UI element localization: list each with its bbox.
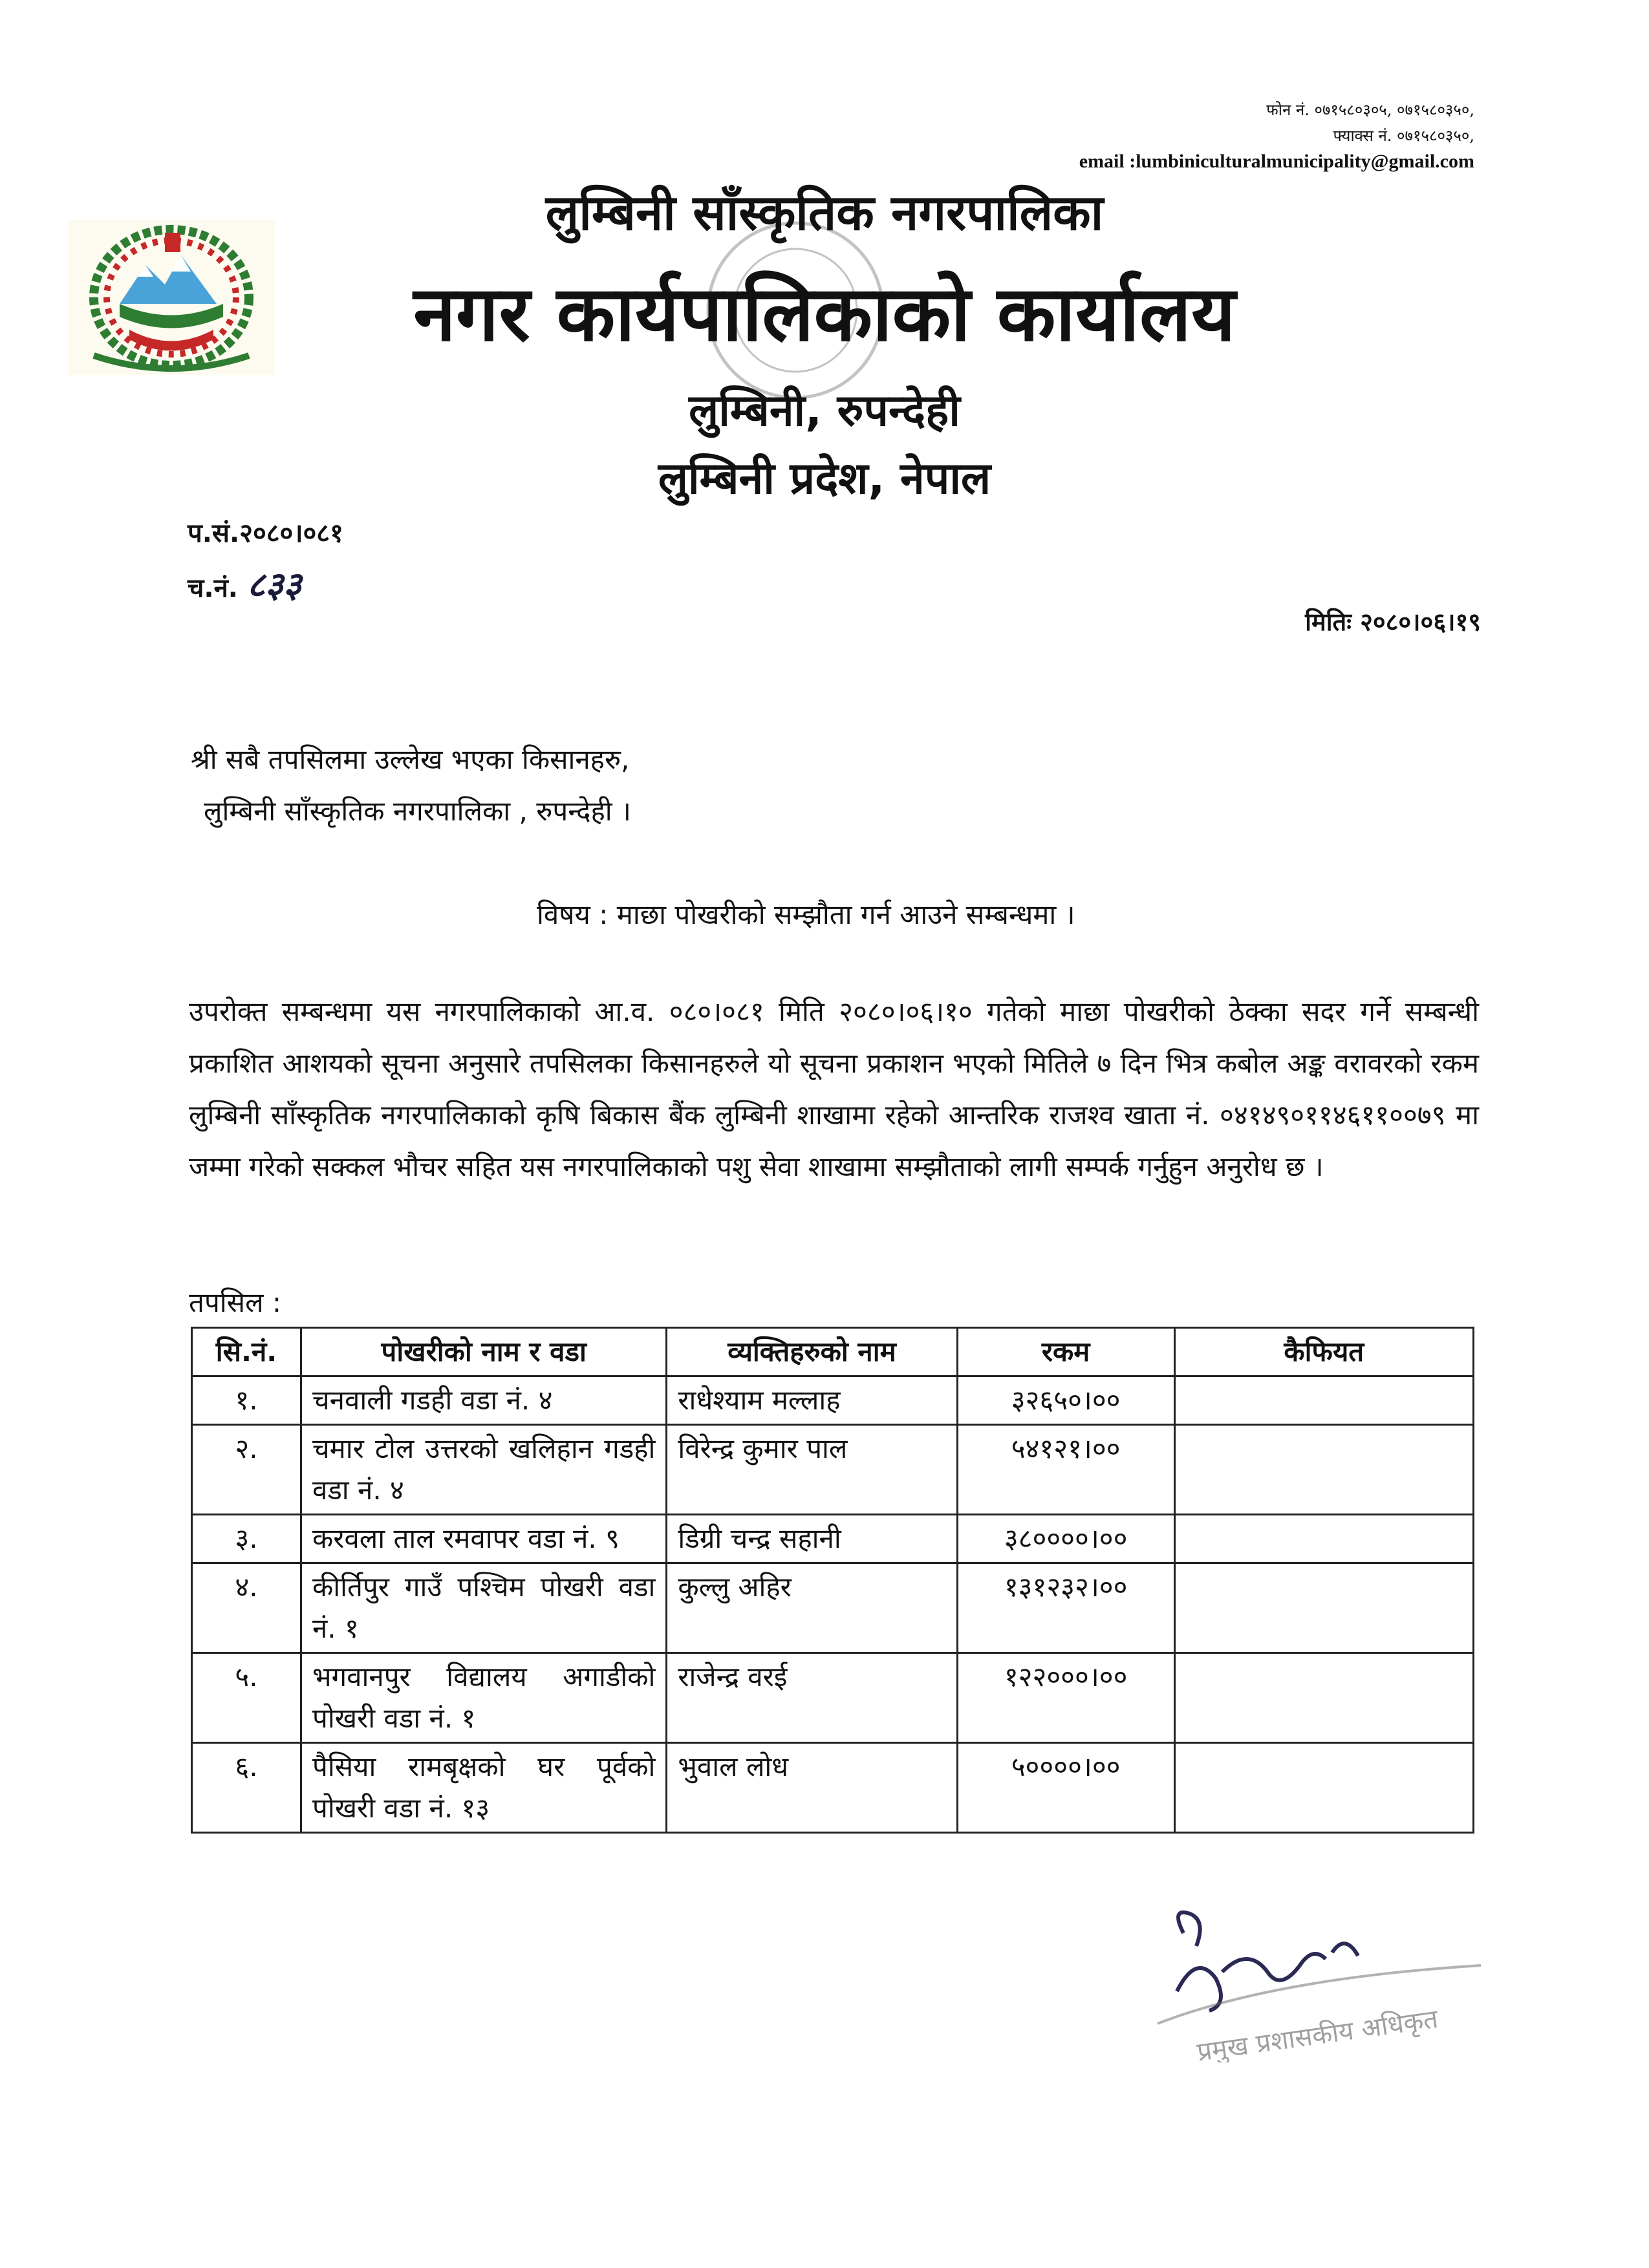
cell-name: कुल्लु अहिर [667,1563,957,1653]
table-row [192,1743,1474,1833]
table-row [192,1653,1474,1743]
cn-handwritten-number: ८३३ [246,564,302,605]
office-title: नगर कार्यपालिकाको कार्यालय [413,269,1236,358]
table-header-row [192,1328,1474,1376]
cell-pond: पैसिया रामबृक्षको घर पूर्वको पोखरी वडा नं. १३ [301,1743,666,1833]
cell-sn: २. [192,1425,301,1515]
table-row [192,1563,1474,1653]
tapasil-label: तपसिल : [189,1287,282,1318]
cell-name: राधेश्याम मल्लाह [667,1376,957,1425]
cell-amount: १२२०००।०० [957,1653,1174,1743]
cell-amount: १३१२३२।०० [957,1563,1174,1653]
cell-remarks [1174,1743,1473,1833]
header-pond: पोखरीको नाम र वडा [301,1328,666,1376]
cell-amount: ५००००।०० [957,1743,1174,1833]
cell-remarks [1174,1653,1473,1743]
email-line: email :lumbiniculturalmunicipality@gmail.com [1079,151,1474,172]
cn-label: च.नं. [188,573,238,603]
cell-amount: ५४१२१।०० [957,1425,1174,1515]
cell-sn: ६. [192,1743,301,1833]
office-location: लुम्बिनी, रुपन्देही [689,385,960,436]
handwritten-signature [1145,1894,1507,2062]
header-amount: रकम [957,1328,1174,1376]
cell-pond: चमार टोल उत्तरको खलिहान गडही वडा नं. ४ [301,1425,666,1515]
cell-name: राजेन्द्र वरई [667,1653,957,1743]
cn-line [188,559,301,607]
cell-sn: ५. [192,1653,301,1743]
cell-pond: कीर्तिपुर गाउँ पश्चिम पोखरी वडा नं. १ [301,1563,666,1653]
addressee-line-2: लुम्बिनी साँस्कृतिक नगरपालिका , रुपन्देही । [204,795,631,827]
cell-remarks [1174,1515,1473,1563]
cell-name: डिग्री चन्द्र सहानी [667,1515,957,1563]
subject-line: विषय : माछा पोखरीको सम्झौता गर्न आउने सम्बन्धमा । [537,899,1075,930]
header-name: व्यक्तिहरुको नाम [667,1328,957,1376]
province-line: लुम्बिनी प्रदेश, नेपाल [658,453,991,504]
cell-sn: ३. [192,1515,301,1563]
cell-amount: ३८००००।०० [957,1515,1174,1563]
cell-pond: करवला ताल रमवापर वडा नं. ९ [301,1515,666,1563]
body-paragraph: उपरोक्त सम्बन्धमा यस नगरपालिकाको आ.व. ०८०।०८१ मिति २०८०।०६।१० गतेको माछा पोखरीको ठेक्का सदर गर्ने सम्बन्धी प्रकाशित आशयको सूचना अनुसारे तपसिलका किसानहरुले यो सूचना प्रकाशन भएको मितिले ७ दिन भित्र कबोल अङ्क वरावरको रकम लुम्बिनी साँस्कृतिक नगरपालिकाको कृषि बिकास बैंक लुम्बिनी शाखामा रहेको आन्तरिक राजश्व खाता नं. ०४१४९०११४६११००७९ मा जम्मा गरेको सक्कल भौचर सहित यस नगरपालिकाको पशु सेवा शाखामा सम्झौताको लागी सम्पर्क गर्नुहुन अनुरोध छ । [189,996,1479,1182]
cell-amount: ३२६५०।०० [957,1376,1174,1425]
pond-contract-table [191,1327,1474,1834]
table-row [192,1425,1474,1515]
contact-block [1079,97,1474,175]
cell-remarks [1174,1425,1473,1515]
cell-sn: ४. [192,1563,301,1653]
header-remarks: कैफियत [1174,1328,1473,1376]
cell-pond: भगवानपुर विद्यालय अगाडीको पोखरी वडा नं. १ [301,1653,666,1743]
municipality-name: लुम्बिनी साँस्कृतिक नगरपालिका [545,184,1104,241]
addressee-line-1: श्री सबै तपसिलमा उल्लेख भएका किसानहरु, [191,744,630,775]
cell-name: विरेन्द्र कुमार पाल [667,1425,957,1515]
phone-line: फोन नं. ०७१५८०३०५, ०७१५८०३५०, [1266,101,1474,119]
cell-pond: चनवाली गडही वडा नं. ४ [301,1376,666,1425]
fax-line: फ्याक्स नं. ०७१५८०३५०, [1333,127,1474,145]
ps-number: प.सं.२०८०।०८१ [188,519,343,548]
officer-stamp-text: प्रमुख प्रशासकीय अधिकृत [1195,2004,1440,2062]
cell-name: भुवाल लोध [667,1743,957,1833]
signature-block [1145,1894,1507,2062]
table-row [192,1515,1474,1563]
cell-sn: १. [192,1376,301,1425]
cell-remarks [1174,1563,1473,1653]
letter-date: मितिः २०८०।०६।१९ [1305,608,1481,636]
table-row [192,1376,1474,1425]
header-sn: सि.नं. [192,1328,301,1376]
cell-remarks [1174,1376,1473,1425]
